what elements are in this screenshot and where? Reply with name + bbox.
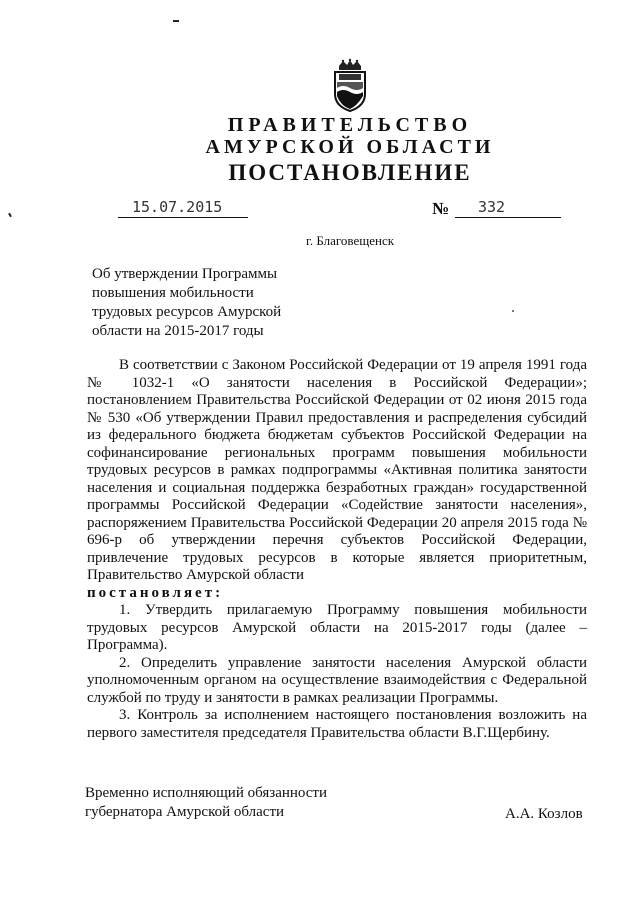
subject-line: Об утверждении Программы — [92, 266, 278, 282]
position-line: Временно исполняющий обязанности — [85, 785, 328, 801]
scan-mark — [173, 20, 179, 22]
coat-of-arms-emblem — [327, 58, 373, 112]
document-date: 15.07.2015 — [132, 198, 223, 216]
document-number: 332 — [478, 198, 506, 216]
item-paragraph-3: 3. Контроль за исполнением настоящего постановления возложить на первого заместителя председателя Правительства области В.Г.Щербину. — [87, 707, 587, 741]
region-title: АМУРСКОЙ ОБЛАСТИ — [205, 136, 495, 158]
city: г. Благовещенск — [306, 233, 395, 248]
number-sign: № — [432, 199, 450, 218]
item-paragraph-1: 1. Утвердить прилагаемую Программу повышения мобильности трудовых ресурсов Амурской области на 2015-2017 годы (далее – Программа). — [87, 602, 587, 653]
date-underline — [118, 216, 248, 218]
subject-line: повышения мобильности — [92, 285, 254, 301]
government-title: ПРАВИТЕЛЬСТВО — [227, 114, 473, 136]
subject-line: трудовых ресурсов Амурской — [92, 304, 282, 320]
scan-mark — [512, 310, 514, 312]
signatory-name: А.А. Козлов — [505, 806, 583, 822]
subject-line: области на 2015-2017 годы — [92, 323, 264, 339]
number-underline — [455, 216, 561, 218]
signatory-position — [85, 784, 327, 822]
scan-mark — [8, 213, 12, 217]
preamble-paragraph: В соответствии с Законом Российской Федерации от 19 апреля 1991 года № 1032-1 «О занятости населения в Российской Федерации»; постановлением Правительства Российской Федерации от 02 июня 2015 года № 530 «Об утверждении Правил предоставления и распределения субсидий из федерального бюджета бюджетам субъектов Российской Федерации на софинансирование региональных программ повышения мобильности трудовых ресурсов в рамках подпрограммы «Активная политика занятости населения и социальная поддержка безработных граждан» государственной программы Российской Федерации «Содействие занятости населения», распоряжением Правительства Российской Федерации 20 апреля 2015 года № 696-р об утверждении перечня субъектов Российской Федерации, привлечение трудовых ресурсов в которые является приоритетным, Правительство Амурской области — [87, 357, 587, 583]
decree-word: постановляет: — [87, 584, 224, 601]
document-body — [87, 357, 587, 742]
document-subject — [92, 265, 281, 341]
position-line: губернатора Амурской области — [85, 804, 285, 820]
item-paragraph-2: 2. Определить управление занятости населения Амурской области уполномоченным органом на осуществление взаимодействия с Федеральной службой по труду и занятости в рамках реализации Программы. — [87, 654, 587, 706]
document-type-title: ПОСТАНОВЛЕНИЕ — [228, 160, 472, 185]
